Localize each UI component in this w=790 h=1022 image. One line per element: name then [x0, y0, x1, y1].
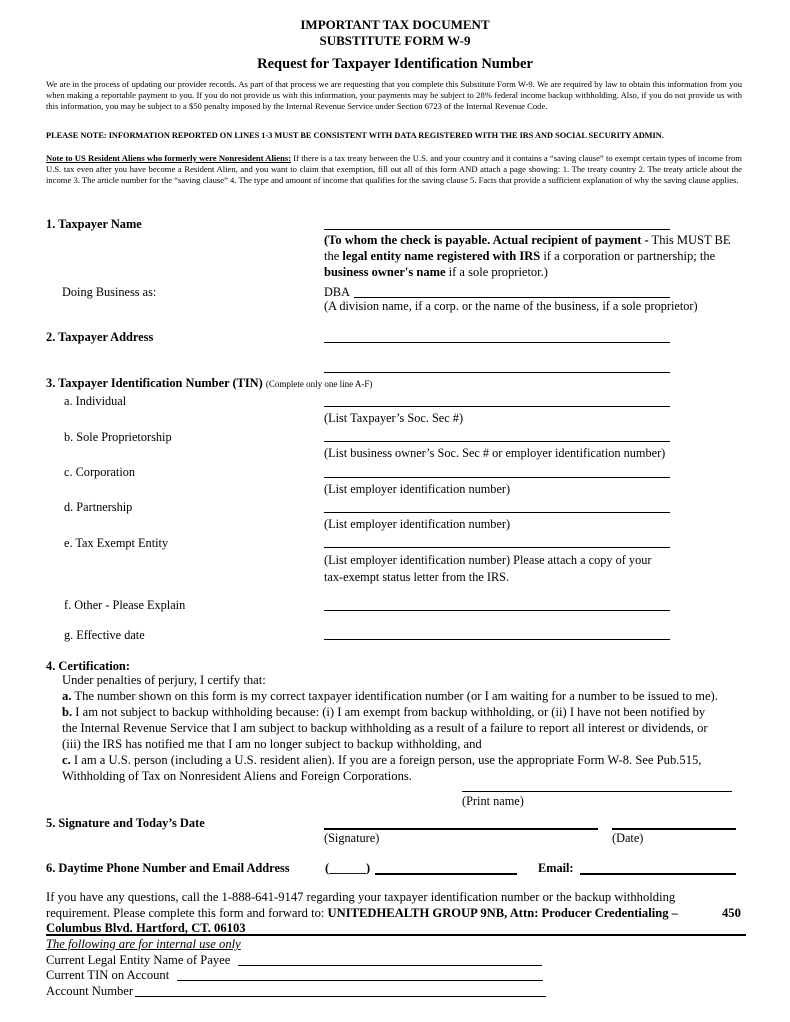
tin-partnership-help: (List employer identification number)	[324, 517, 511, 531]
tin-sole-prop-help: (List business owner’s Soc. Sec # or employer identification number)	[324, 446, 666, 460]
tin-individual-field[interactable]	[324, 406, 670, 407]
tin-partnership-label: d. Partnership	[64, 500, 133, 514]
tin-other-label: f. Other - Please Explain	[64, 598, 186, 612]
resident-alien-text: If there is a tax treaty between the U.S. and your country and it contains a “saving clause” to exempt certain types of income from U.S. tax even after you have become a Resident Alien, and you want to claim that exemption, fill out all of this form AND attach a page showing: 1. The treaty country 2. The treaty article about the income 3. The article number for the “saving clause” 4. The type and amount of income that qualifies for the saving clause 5. Facts that provide a sufficient explanation of why the saving clause applies.	[46, 153, 742, 186]
date-caption: (Date)	[612, 831, 644, 845]
certification-c-1	[62, 752, 701, 768]
certification-c-text-1: I am a U.S. person (including a U.S. resident alien). If you are a foreign person, use the appropriate Form W-8. See Pub.515,	[70, 753, 702, 767]
questions-text: requirement. Please complete this form and forward to:	[46, 906, 328, 920]
account-number-label: Account Number	[46, 984, 134, 998]
certification-a	[62, 688, 718, 704]
address-field-2[interactable]	[324, 372, 670, 373]
legal-entity-field[interactable]	[238, 965, 542, 966]
certification-b-text-1: I am not subject to backup withholding because: (i) I am exempt from backup withholding, or (ii) I have not been notified by	[72, 705, 706, 719]
email-label: Email:	[538, 861, 574, 875]
help-text-d: if a corporation or partnership; the	[540, 249, 716, 263]
header-line-1: IMPORTANT TAX DOCUMENT	[300, 17, 490, 32]
certification-label: 4. Certification:	[46, 659, 130, 673]
tin-tax-exempt-help-2: tax-exempt status letter from the IRS.	[324, 570, 510, 584]
certification-b-key: b.	[62, 705, 73, 719]
taxpayer-address-label: 2. Taxpayer Address	[46, 330, 154, 344]
certification-c-2: Withholding of Tax on Nonresident Aliens and Foreign Corporations.	[62, 769, 412, 783]
help-bold-c: legal entity name registered with IRS	[342, 249, 541, 263]
signature-caption: (Signature)	[324, 831, 380, 845]
account-number-field[interactable]	[135, 996, 546, 997]
certification-a-key: a.	[62, 689, 72, 703]
print-name-caption: (Print name)	[462, 794, 524, 808]
print-name-field[interactable]	[462, 791, 732, 792]
form-code: 450	[722, 906, 741, 920]
help-text-b: This MUST BE the	[324, 233, 731, 263]
certification-c-key: c.	[62, 753, 71, 767]
signature-field[interactable]	[324, 828, 598, 830]
tin-tax-exempt-field[interactable]	[324, 547, 670, 548]
certification-b-3: (iii) the IRS has notified me that I am no longer subject to backup withholding, and	[62, 737, 482, 751]
date-field[interactable]	[612, 828, 736, 830]
address-field-1[interactable]	[324, 342, 670, 343]
tin-corporation-field[interactable]	[324, 477, 670, 478]
help-text-f: if a sole proprietor.)	[445, 265, 548, 279]
mail-address-part-1: UNITEDHEALTH GROUP 9NB, Attn: Producer Credentialing –	[327, 906, 678, 920]
taxpayer-name-label: 1. Taxpayer Name	[46, 217, 142, 231]
effective-date-label: g. Effective date	[64, 628, 145, 642]
signature-label: 5. Signature and Today’s Date	[46, 816, 205, 830]
internal-use-heading: The following are for internal use only	[46, 937, 241, 951]
dba-label: Doing Business as:	[62, 285, 157, 299]
header-line-2: SUBSTITUTE FORM W-9	[319, 33, 471, 48]
help-bold-a: (To whom the check is payable. Actual recipient of payment -	[324, 233, 649, 247]
taxpayer-name-field[interactable]	[324, 229, 670, 230]
resident-alien-note	[46, 153, 742, 187]
intro-paragraph: We are in the process of updating our provider records. As part of that process we are requesting that you complete this Substitute Form W-9. We are required by law to obtain this information from you when making a reportable payment to you. If you do not provide us with this information, your payments may be subject to 28% federal income backup withholding. Also, if you do not provide us with this information, you may be subject to a $50 penalty imposed by the Internal Revenue Service under Section 6723 of the Internal Revenue Code.	[46, 79, 742, 112]
tin-partnership-field[interactable]	[324, 512, 670, 513]
questions-line-1: If you have any questions, call the 1-888-641-9147 regarding your taxpayer identification number or the backup withholding	[46, 890, 676, 904]
dba-prefix: DBA	[324, 285, 350, 299]
help-bold-e: business owner's name	[324, 265, 446, 279]
tin-section	[46, 376, 372, 391]
dba-help: (A division name, if a corp. or the name of the business, if a sole proprietor)	[324, 299, 698, 313]
tin-sole-prop-field[interactable]	[324, 441, 670, 442]
certification-a-text: The number shown on this form is my correct taxpayer identification number (or I am waiting for a number to be issued to me).	[71, 689, 718, 703]
certification-b-2: the Internal Revenue Service that I am subject to backup withholding as a result of a failure to report all interest or dividends, or	[62, 721, 708, 735]
tin-tax-exempt-label: e. Tax Exempt Entity	[64, 536, 169, 550]
questions-line-2	[46, 905, 678, 921]
tin-individual-label: a. Individual	[64, 394, 127, 408]
consistency-note: PLEASE NOTE: INFORMATION REPORTED ON LINES 1-3 MUST BE CONSISTENT WITH DATA REGISTERED WITH THE IRS AND SOCIAL SECURITY ADMIN.	[46, 131, 664, 140]
tin-corporation-label: c. Corporation	[64, 465, 136, 479]
effective-date-field[interactable]	[324, 639, 670, 640]
tin-other-field[interactable]	[324, 610, 670, 611]
mail-address-part-2: Columbus Blvd. Hartford, CT. 06103	[46, 921, 246, 935]
certification-intro: Under penalties of perjury, I certify that:	[62, 673, 266, 687]
phone-email-label: 6. Daytime Phone Number and Email Address	[46, 861, 290, 875]
tin-label: 3. Taxpayer Identification Number (TIN)	[46, 376, 263, 390]
tin-tax-exempt-help-1: (List employer identification number) Please attach a copy of your	[324, 553, 652, 567]
certification-b-1	[62, 704, 705, 720]
tin-corporation-help: (List employer identification number)	[324, 482, 511, 496]
tin-note: (Complete only one line A-F)	[265, 379, 373, 389]
resident-alien-heading: Note to US Resident Aliens who formerly were Nonresident Aliens:	[46, 153, 292, 163]
tin-sole-prop-label: b. Sole Proprietorship	[64, 430, 172, 444]
taxpayer-name-help	[324, 232, 744, 280]
legal-entity-label: Current Legal Entity Name of Payee	[46, 953, 231, 967]
page-title: Request for Taxpayer Identification Number	[257, 56, 533, 72]
email-field[interactable]	[580, 873, 736, 875]
tin-individual-help: (List Taxpayer’s Soc. Sec #)	[324, 411, 464, 425]
current-tin-label: Current TIN on Account	[46, 968, 170, 982]
current-tin-field[interactable]	[177, 980, 543, 981]
dba-field[interactable]	[354, 297, 670, 298]
phone-field[interactable]	[375, 873, 517, 875]
phone-area-code[interactable]: (______)	[325, 861, 371, 875]
